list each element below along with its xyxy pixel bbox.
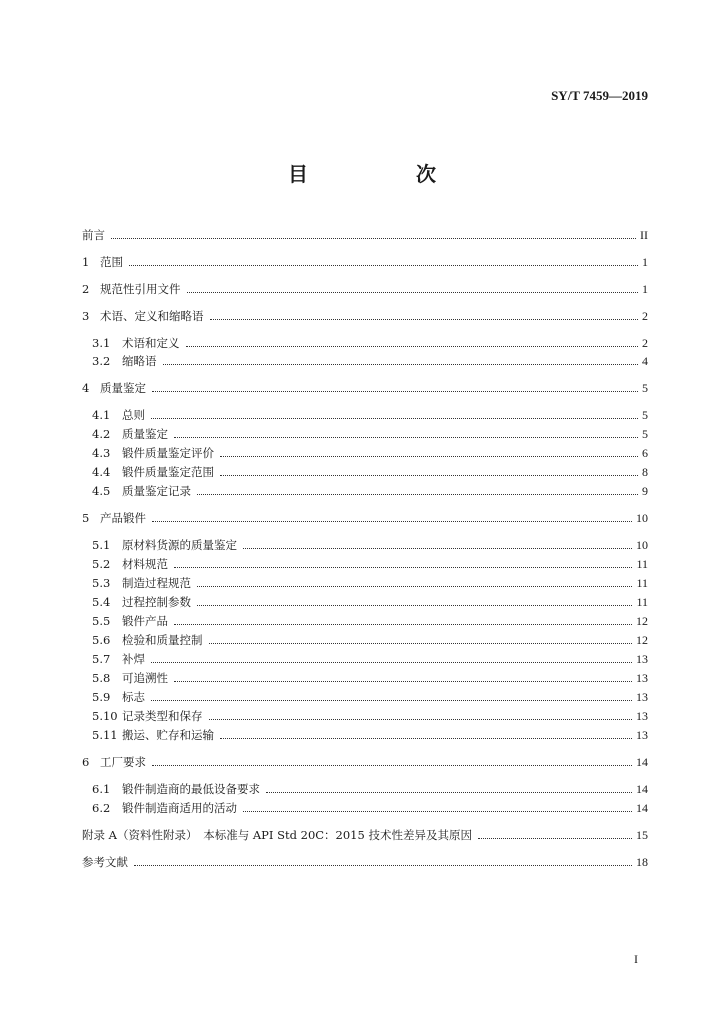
dot-leader [134,865,632,866]
dot-leader [163,364,639,365]
toc-entry[interactable] [92,553,648,571]
toc-entry-page: 4 [642,354,648,368]
toc-entry-title: 记录类型和保存 [122,709,203,723]
dot-leader [152,521,632,522]
toc-entry-number: 4.2 [92,427,111,441]
toc-entry-page: 10 [636,511,648,525]
toc-entry-page: 8 [642,465,648,479]
dot-leader [220,456,638,457]
toc-entry-number: 4.1 [92,408,111,422]
toc-entry[interactable] [82,278,648,296]
toc-entry-title: 检验和质量控制 [122,633,203,647]
toc-entry-label [82,381,152,395]
toc-entry-page: 11 [636,595,648,609]
toc-entry-number: 5 [82,511,90,525]
toc-entry-number: 2 [82,282,90,296]
dot-leader [220,475,638,476]
dot-leader [209,643,633,644]
toc-entry-title: 制造过程规范 [122,576,191,590]
toc-entry-title: 缩略语 [122,354,157,368]
toc-entry-title: 锻件制造商适用的活动 [122,801,237,815]
dot-leader [152,765,632,766]
toc-entry-label [92,557,174,571]
toc-entry[interactable] [92,480,648,498]
toc-entry-label [92,484,197,498]
toc-entry-label [82,828,478,842]
toc-entry[interactable] [92,350,648,368]
page-number: I [634,952,638,966]
toc-entry-number: 3.1 [92,336,111,350]
toc-entry-title: 产品锻件 [100,511,146,525]
toc-entry-number: 6.1 [92,782,111,796]
toc-entry-label [82,282,187,296]
toc-entry-page: 13 [636,709,648,723]
toc-entry-page: 5 [642,408,648,422]
toc-entry-number: 4 [82,381,90,395]
toc-entry-title: 前言 [82,228,105,242]
toc-entry[interactable] [82,377,648,395]
toc-entry-page: 12 [636,614,648,628]
dot-leader [129,265,638,266]
dot-leader [478,838,632,839]
toc-entry-title: 总则 [122,408,145,422]
toc-entry-label [92,446,220,460]
toc-entry-page: 6 [642,446,648,460]
toc-entry-page: 11 [636,557,648,571]
toc-entry[interactable] [92,423,648,441]
toc-entry[interactable] [92,778,648,796]
dot-leader [174,624,632,625]
toc-entry-number: 4.3 [92,446,111,460]
toc-entry-page: 11 [636,576,648,590]
toc-entry[interactable] [92,404,648,422]
dot-leader [174,681,632,682]
toc-entry-title: 术语和定义 [122,336,180,350]
toc-entry-label [92,614,174,628]
toc-entry-number: 4.4 [92,465,111,479]
toc-entry-page: II [640,228,648,242]
toc-entry-label [92,427,174,441]
dot-leader [220,738,632,739]
toc-entry-page: 2 [642,309,648,323]
toc-entry-label [92,595,197,609]
toc-entry-title: 参考文献 [82,855,128,869]
document-code: SY/T 7459—2019 [551,88,648,103]
toc-entry-title: 锻件质量鉴定评价 [122,446,214,460]
toc-entry-page: 13 [636,671,648,685]
toc-entry-number: 5.6 [92,633,111,647]
toc-entry-number: 6 [82,755,90,769]
dot-leader [266,792,632,793]
toc-entry[interactable] [92,667,648,685]
toc-entry-page: 13 [636,652,648,666]
toc-entry-label [92,690,151,704]
dot-leader [186,346,639,347]
toc-entry-title: 规范性引用文件 [100,282,181,296]
toc-entry-label [82,855,134,869]
toc-entry-number: 5.7 [92,652,111,666]
toc-entry-title: 质量鉴定 [122,427,168,441]
toc-entry[interactable] [92,724,648,742]
toc-entry-title: 搬运、贮存和运输 [122,728,214,742]
dot-leader [111,238,636,239]
dot-leader [243,548,632,549]
toc-entry-title: 补焊 [122,652,145,666]
toc-entry[interactable] [82,824,648,842]
toc-entry-title: 原材料货源的质量鉴定 [122,538,237,552]
toc-entry-number: 5.11 [92,728,118,742]
toc-entry-label [92,336,186,350]
toc-entry-page: 14 [636,801,648,815]
toc-entry[interactable] [92,648,648,666]
toc-entry[interactable] [92,442,648,460]
toc-entry-number: 4.5 [92,484,111,498]
toc-entry[interactable] [92,572,648,590]
toc-entry-label [92,354,163,368]
toc-entry-page: 18 [636,855,648,869]
toc-entry-label [82,255,129,269]
toc-entry[interactable] [92,332,648,350]
toc-entry-label [92,538,243,552]
toc-entry-number: 3.2 [92,354,111,368]
toc-entry-page: 13 [636,690,648,704]
toc-entry-label [92,633,209,647]
toc-entry-title: 过程控制参数 [122,595,191,609]
toc-entry-page: 13 [636,728,648,742]
toc-entry-number: 5.10 [92,709,118,723]
toc-entry-page: 15 [636,828,648,842]
toc-entry-label [92,408,151,422]
toc-entry-label [92,709,209,723]
dot-leader [152,391,638,392]
toc-entry-page: 1 [642,282,648,296]
toc-entry-page: 1 [642,255,648,269]
toc-entry[interactable] [82,851,648,869]
toc-entry-label [92,782,266,796]
toc-entry-page: 5 [642,427,648,441]
toc-entry-page: 9 [642,484,648,498]
dot-leader [174,567,632,568]
dot-leader [197,605,632,606]
toc-entry[interactable] [82,507,648,525]
toc-entry-page: 5 [642,381,648,395]
toc-entry-label [92,801,243,815]
toc-entry-label [92,576,197,590]
toc-entry-number: 5.3 [92,576,111,590]
toc-entry-number: 5.4 [92,595,111,609]
toc-entry-title: 材料规范 [122,557,168,571]
toc-entry[interactable] [92,629,648,647]
toc-entry-page: 14 [636,755,648,769]
toc-entry-title: 锻件制造商的最低设备要求 [122,782,260,796]
toc-entry-number: 1 [82,255,90,269]
toc-entry-label [82,309,210,323]
toc-entry[interactable] [92,461,648,479]
toc-entry[interactable] [92,591,648,609]
toc-entry-number: 6.2 [92,801,111,815]
dot-leader [209,719,633,720]
toc-entry-number: 5.9 [92,690,111,704]
toc-entry-number: 5.2 [92,557,111,571]
dot-leader [187,292,639,293]
toc-entry[interactable] [92,610,648,628]
toc-entry-title: 术语、定义和缩略语 [100,309,204,323]
toc-entry-number: 5.1 [92,538,111,552]
toc-entry-title: 可追溯性 [122,671,168,685]
toc-entry-page: 12 [636,633,648,647]
toc-entry-page: 2 [642,336,648,350]
toc-entry-title: 工厂要求 [100,755,146,769]
toc-entry-label [82,228,111,242]
toc-entry-title: 质量鉴定 [100,381,146,395]
toc-entry-label [82,755,152,769]
toc-entry-label [92,465,220,479]
dot-leader [151,418,638,419]
toc-entry[interactable] [92,686,648,704]
toc-entry[interactable] [82,251,648,269]
dot-leader [151,662,632,663]
toc-entry-number: 3 [82,309,90,323]
page-title: 目 次 [288,162,480,186]
toc-entry[interactable] [92,797,648,815]
toc-entry-title: 范围 [100,255,123,269]
dot-leader [197,586,632,587]
toc-entry-label [92,652,151,666]
toc-entry-page: 10 [636,538,648,552]
toc-entry-number: 5.8 [92,671,111,685]
dot-leader [243,811,632,812]
toc-entry[interactable] [92,534,648,552]
toc-entry[interactable] [82,224,648,242]
dot-leader [210,319,639,320]
toc-entry-title: 锻件质量鉴定范围 [122,465,214,479]
toc-entry-title: 附录 A（资料性附录） 本标准与 API Std 20C：2015 技术性差异及其原因 [82,828,472,842]
toc-entry-label [82,511,152,525]
toc-entry[interactable] [82,751,648,769]
dot-leader [197,494,638,495]
toc-entry-page: 14 [636,782,648,796]
toc-entry-title: 锻件产品 [122,614,168,628]
toc-entry-title: 标志 [122,690,145,704]
toc-entry-title: 质量鉴定记录 [122,484,191,498]
toc-entry-number: 5.5 [92,614,111,628]
dot-leader [151,700,632,701]
toc-entry-label [92,671,174,685]
toc-entry-label [92,728,220,742]
toc-entry[interactable] [92,705,648,723]
toc-entry[interactable] [82,305,648,323]
dot-leader [174,437,638,438]
